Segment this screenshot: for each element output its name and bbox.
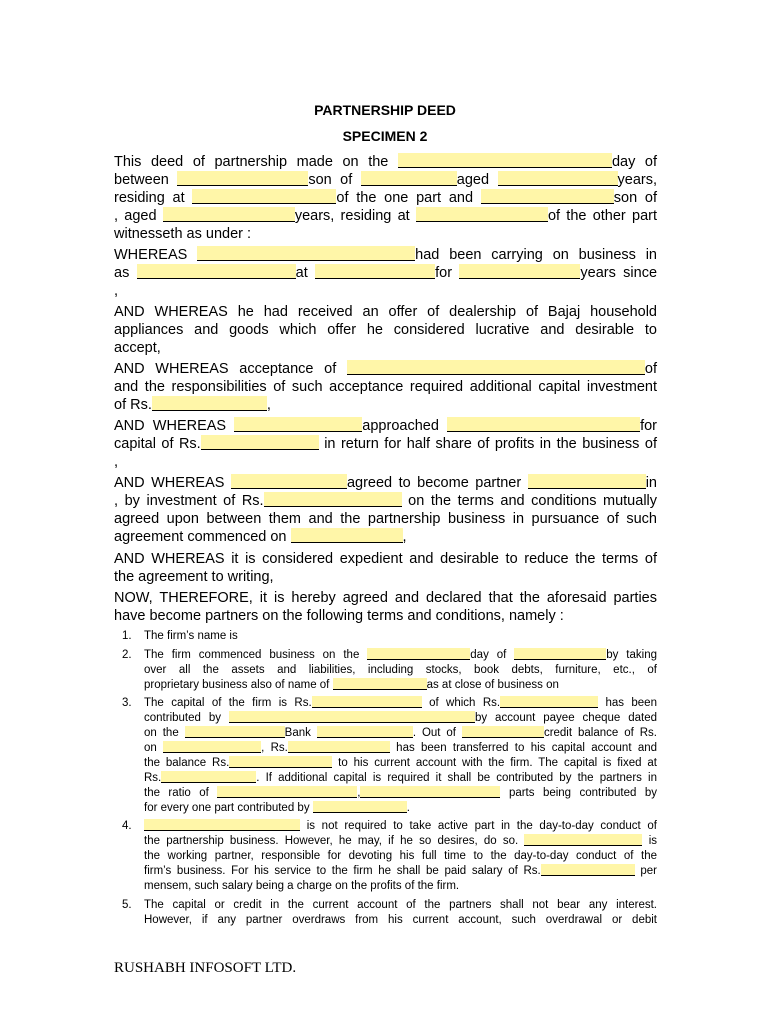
para5-line2: capital of Rs. in return for half share of profits in the business of [114, 436, 657, 452]
partner2-name-field[interactable] [481, 189, 614, 204]
para8-line1: NOW, THEREFORE, it is hereby agreed and declared that the aforesaid parties [114, 590, 657, 606]
contributed-amount-field[interactable] [500, 696, 598, 708]
para2-line2: as at for years since [114, 265, 658, 281]
ratio-partner-field[interactable] [313, 801, 407, 813]
clause3-line1: The capital of the firm is Rs. of which Rs. has been [144, 697, 657, 709]
para6-line3: agreed upon between them and the partnership business in pursuance of such [114, 511, 657, 527]
para5-line3: , [114, 454, 119, 470]
proprietary-name-field[interactable] [333, 678, 427, 690]
para6-line1: AND WHEREAS agreed to become partner in [114, 475, 657, 491]
para1-line4: , aged years, residing at of the other part [114, 208, 658, 224]
footer-company: RUSHABH INFOSOFT LTD. [114, 960, 297, 976]
business-years-field[interactable] [459, 264, 580, 279]
business-type-field[interactable] [137, 264, 296, 279]
para7-line2: the agreement to writing, [114, 569, 274, 585]
clause2-line3: proprietary business also of name of as at close of business on [144, 679, 559, 691]
clause3-line5: the balance Rs. to his current account with the firm. The capital is fixed at [144, 757, 657, 769]
acceptance-field[interactable] [347, 360, 645, 375]
clause3-line8: for every one part contributed by . [144, 802, 410, 814]
credit-holder-field[interactable] [462, 726, 544, 738]
para8-line2: have become partners on the following terms and conditions, namely : [114, 608, 564, 624]
clause5-line1: The capital or credit in the current account of the partners shall not bear any interest. [144, 899, 657, 911]
para4-line3: of Rs. , [114, 397, 271, 413]
capital-amount-field[interactable] [201, 435, 319, 450]
approacher-field[interactable] [234, 417, 362, 432]
para3-line3: accept, [114, 340, 161, 356]
para7-line1: AND WHEREAS it is considered expedient and desirable to reduce the terms of [114, 551, 657, 567]
para3-line1: AND WHEREAS he had received an offer of dealership of Bajaj household [114, 304, 657, 320]
clause3-line2: contributed by by account payee cheque dated [144, 712, 657, 724]
para2-line1: WHEREAS had been carrying on business in [114, 247, 658, 263]
clause5-line2: However, if any partner overdraws from his current account, such overdrawal or debit [144, 914, 657, 926]
commence-month-field[interactable] [514, 648, 606, 660]
fixed-capital-field[interactable] [161, 771, 256, 783]
salary-field[interactable] [541, 864, 635, 876]
clause4-line4: firm’s business. For his service to the firm he shall be paid salary of Rs. per [144, 865, 657, 877]
clause4-line5: mensem, such salary being a charge on the profits of the firm. [144, 880, 460, 892]
ratio-first-field[interactable] [217, 786, 357, 798]
partner2-address-field[interactable] [416, 207, 548, 222]
para1-line2: between son of aged years, [114, 172, 657, 188]
commence-date-field[interactable] [367, 648, 470, 660]
investment-amount-field[interactable] [264, 492, 402, 507]
ratio-second-field[interactable] [360, 786, 500, 798]
para1-line1: This deed of partnership made on the day of [114, 154, 658, 170]
clause3-line7: the ratio of , parts being contributed by [144, 787, 658, 799]
cheque-date-field[interactable] [185, 726, 285, 738]
clause2-line1: The firm commenced business on the day of by taking [144, 649, 657, 661]
clause3-number: 3. [122, 697, 132, 709]
clause5-number: 5. [122, 899, 132, 911]
para1-line3: residing at of the one part and son of [114, 190, 658, 206]
clause2-number: 2. [122, 649, 132, 661]
working-partner-field[interactable] [524, 834, 642, 846]
approached-field[interactable] [447, 417, 640, 432]
para2-line3: , [114, 283, 119, 299]
balance-amount-field[interactable] [229, 756, 332, 768]
agreeing-partner-field[interactable] [231, 474, 347, 489]
partner1-age-field[interactable] [498, 171, 618, 186]
partner-business-field[interactable] [528, 474, 646, 489]
para4-line1: AND WHEREAS acceptance of of [114, 361, 657, 377]
commencement-date-field[interactable] [291, 528, 403, 543]
clause1-number: 1. [122, 630, 132, 642]
balance-date-field[interactable] [163, 741, 261, 753]
clause4-number: 4. [122, 820, 132, 832]
firm-capital-field[interactable] [312, 696, 422, 708]
partner2-age-field[interactable] [163, 207, 295, 222]
contributor-field[interactable] [229, 711, 475, 723]
clause4-line1: is not required to take active part in the day-to-day conduct of [144, 819, 657, 834]
partner1-father-field[interactable] [361, 171, 457, 186]
capital-investment-field[interactable] [152, 396, 267, 411]
para5-line1: AND WHEREAS approached for [114, 418, 657, 434]
clause1-line1: The firm’s name is [144, 630, 238, 642]
business-owner-field[interactable] [197, 246, 415, 261]
partner1-name-field[interactable] [177, 171, 308, 186]
para3-line2: appliances and goods which offer he considered lucrative and desirable to [114, 322, 657, 338]
business-place-field[interactable] [315, 264, 435, 279]
document-title: PARTNERSHIP DEED [314, 102, 456, 118]
transferred-amount-field[interactable] [288, 741, 390, 753]
clause4-line3: the working partner, responsible for devoting his full time to the day-to-day conduct of the [144, 850, 657, 862]
para1-line5: witnesseth as under : [114, 226, 252, 242]
clause4-line2: the partnership business. However, he may, if he so desires, do so. is [144, 835, 657, 847]
para6-line4: agreement commenced on , [114, 529, 407, 545]
clause3-line6: Rs. . If additional capital is required it shall be contributed by the partners in [144, 772, 657, 784]
clause2-line2: over all the assets and liabilities, including stocks, book debts, furniture, etc., of [144, 664, 657, 676]
para6-line2: , by investment of Rs. on the terms and conditions mutually [114, 493, 658, 509]
partner1-address-field[interactable] [192, 189, 336, 204]
clause3-line4: on , Rs. has been transferred to his capital account and [144, 742, 658, 754]
sleeping-partner-field[interactable] [144, 819, 300, 831]
para4-line2: and the responsibilities of such acceptance required additional capital investment [114, 379, 657, 395]
bank-name-field[interactable] [317, 726, 413, 738]
clause3-line3: on the Bank . Out of credit balance of Rs. [144, 727, 657, 739]
date-field[interactable] [398, 153, 612, 168]
document-subtitle: SPECIMEN 2 [342, 128, 428, 144]
